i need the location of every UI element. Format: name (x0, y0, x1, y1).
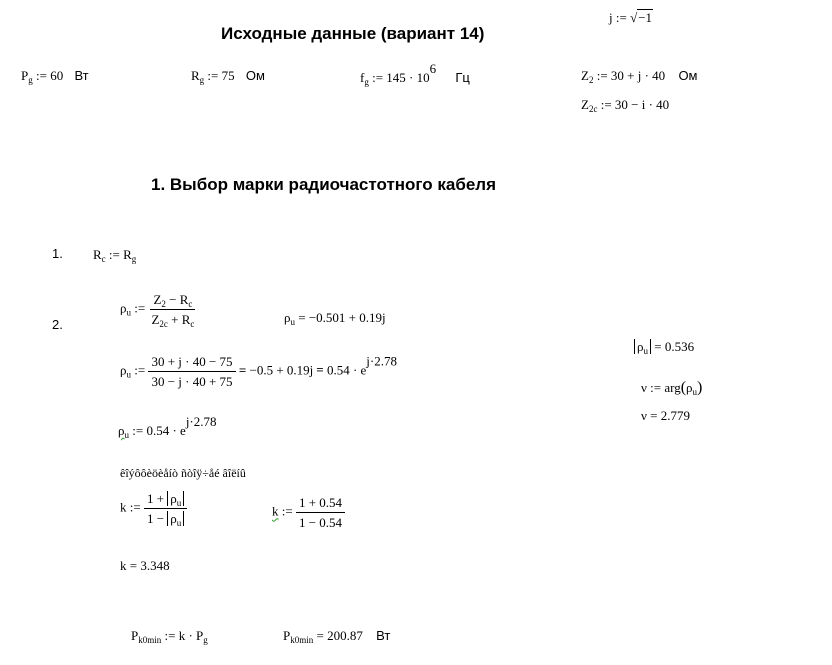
j-definition (609, 11, 653, 24)
fg-subscript: g (364, 77, 369, 87)
z2-symbol: Z (581, 68, 589, 83)
fraction-numerator (150, 293, 195, 310)
den-rest: + R (167, 312, 191, 327)
equals-sign: = (316, 362, 324, 378)
z2-subscript: 2 (588, 75, 594, 85)
rho-subscript: u (126, 307, 131, 318)
abs-rho-value: 0.536 (664, 339, 695, 354)
input-z2 (581, 68, 698, 85)
rho-definition (120, 292, 197, 329)
rho-polar-exponent: j·2.78 (185, 414, 217, 429)
rho-subscript: u (643, 346, 648, 356)
p-symbol: P (283, 628, 291, 643)
z2c-subscript: 2c (588, 104, 598, 114)
num-rest: − R (165, 292, 189, 307)
assign-operator: := (129, 499, 141, 515)
nu-symbol: ν (641, 380, 647, 395)
rg-symbol: R (123, 247, 132, 262)
j-symbol: j (609, 10, 613, 25)
rg-subscript: g (199, 75, 205, 85)
k-definition (120, 491, 187, 528)
rho-symbol: ρ (120, 362, 127, 378)
rc-subscript: c (101, 254, 106, 264)
fg-operator: := (372, 70, 384, 85)
fg-symbol: f (360, 70, 365, 85)
power-value: 200.87 (327, 628, 363, 643)
vswr-label: êîýôôèöèåíò ñòîÿ÷åé âîëíû (120, 466, 246, 480)
equals-sign: = (129, 558, 138, 573)
close-paren: ) (697, 379, 703, 396)
pg-subscript: g (28, 75, 33, 85)
k-numeric-fraction (296, 496, 345, 529)
section-title: 1. Выбор марки радиочастотного кабеля (151, 175, 497, 194)
z2c-value: 30 − i · 40 (614, 97, 670, 112)
equals-sign: = (654, 339, 662, 354)
p-subscript: k0min (290, 635, 314, 645)
num-r-sub: c (188, 299, 193, 309)
page-title: Исходные данные (вариант 14) (221, 24, 485, 43)
assign-operator: := (164, 628, 176, 643)
num-z-sub: 2 (161, 299, 166, 309)
pg-subscript: g (203, 635, 208, 645)
abs-rho (167, 511, 184, 526)
assign-operator: := (281, 503, 293, 519)
arg-function: arg (664, 380, 681, 395)
nu-value: 2.779 (660, 408, 690, 423)
fg-value: 145 · 10 (386, 70, 430, 85)
z2c-operator: := (600, 97, 612, 112)
fraction-denominator: 1 − 0.54 (298, 515, 343, 530)
nu-definition (641, 380, 702, 396)
rc-symbol: R (93, 247, 102, 262)
rg-symbol: R (191, 68, 200, 83)
equals-sign: = (650, 408, 658, 423)
input-z2c (581, 97, 670, 114)
equals-sign: = (316, 628, 324, 643)
power-unit: Вт (376, 628, 391, 643)
fraction-denominator (148, 310, 197, 329)
pg-unit: Вт (74, 68, 89, 83)
k-value: 3.348 (140, 558, 170, 573)
assign-operator: := (108, 247, 120, 262)
k-result (120, 559, 170, 572)
rg-subscript: g (131, 254, 137, 264)
pg-value: 60 (50, 68, 64, 83)
rho-subscript: u (692, 387, 698, 397)
rho-subscript: u (176, 498, 182, 508)
rho-symbol: ρ (170, 511, 177, 526)
den-z-sub: 2c (159, 319, 168, 329)
den-r-sub: c (190, 319, 195, 329)
rho-symbol: ρ (170, 491, 177, 506)
equals-sign: = (298, 310, 306, 325)
k-symbol-redefined: k (272, 503, 279, 519)
num-prefix: 1 + (146, 491, 168, 506)
input-fg (360, 61, 470, 87)
power-result (283, 628, 391, 645)
open-paren: ( (680, 379, 687, 396)
rho-symbol: ρ (686, 380, 693, 395)
numeric-fraction (148, 355, 235, 388)
input-pg (21, 68, 89, 85)
rho-symbol-redefined (118, 423, 129, 438)
rho-polar-value: 0.54 · e (326, 362, 367, 378)
fraction-denominator: 30 − j · 40 + 75 (151, 374, 233, 389)
rho-result (284, 310, 386, 327)
nu-result (641, 409, 690, 422)
sqrt-expression: √−1 (630, 10, 653, 25)
den-prefix: 1 − (146, 511, 168, 526)
z2-operator: := (596, 68, 608, 83)
fraction-numerator: 1 + 0.54 (296, 496, 345, 513)
assign-operator: := (134, 362, 146, 378)
fraction-numerator: 30 + j · 40 − 75 (148, 355, 235, 372)
rho-symbol: ρ (118, 423, 125, 438)
fg-unit: Гц (455, 70, 470, 85)
rho-rect-value: −0.5 + 0.19j (249, 362, 314, 378)
rho-subscript: u (124, 430, 129, 440)
abs-rho (634, 339, 651, 354)
power-rhs: k · P (178, 628, 204, 643)
power-definition (131, 628, 208, 645)
rho-polar-exponent: j·2.78 (366, 353, 397, 369)
z2-unit: Ом (678, 68, 698, 83)
rho-polar-value: 0.54 · e (146, 423, 186, 438)
den-z: Z (151, 312, 160, 327)
num-z: Z (153, 292, 162, 307)
rho-numeric (120, 355, 397, 388)
fraction-denominator (144, 509, 187, 528)
k-numeric (272, 496, 345, 529)
rho-symbol: ρ (284, 310, 291, 325)
pg-operator: := (35, 68, 47, 83)
rho-subscript: u (126, 369, 131, 380)
rho-symbol: ρ (637, 339, 644, 354)
k-symbol: k (120, 499, 127, 515)
k-symbol: k (120, 558, 127, 573)
z2c-symbol: Z (581, 97, 589, 112)
rho-symbol: ρ (120, 300, 127, 316)
step1-formula (93, 247, 137, 264)
k-fraction (144, 491, 187, 528)
step2-number: 2. (52, 317, 63, 332)
p-subscript: k0min (138, 635, 162, 645)
rho-subscript: u (290, 317, 295, 327)
rho-subscript: u (176, 518, 182, 528)
fg-exponent: 6 (429, 61, 437, 76)
fraction-numerator (144, 492, 187, 509)
assign-operator: := (132, 423, 144, 438)
p-symbol: P (131, 628, 139, 643)
reflection-fraction (148, 292, 197, 329)
z2-value: 30 + j · 40 (610, 68, 666, 83)
assign-operator: := (650, 380, 662, 395)
assign-operator: := (134, 300, 146, 316)
abs-rho-result (634, 339, 695, 356)
nu-symbol: ν (641, 408, 647, 423)
abs-rho (167, 491, 184, 506)
rho-value: −0.501 + 0.19j (308, 310, 386, 325)
rg-unit: Ом (245, 68, 265, 83)
rg-value: 75 (221, 68, 235, 83)
assign-operator: := (615, 10, 627, 25)
rg-operator: := (207, 68, 219, 83)
equals-sign: = (238, 362, 247, 378)
sqrt-argument: −1 (638, 10, 653, 25)
pg-symbol: P (21, 68, 29, 83)
step1-number: 1. (52, 246, 63, 261)
input-rg (191, 68, 265, 85)
